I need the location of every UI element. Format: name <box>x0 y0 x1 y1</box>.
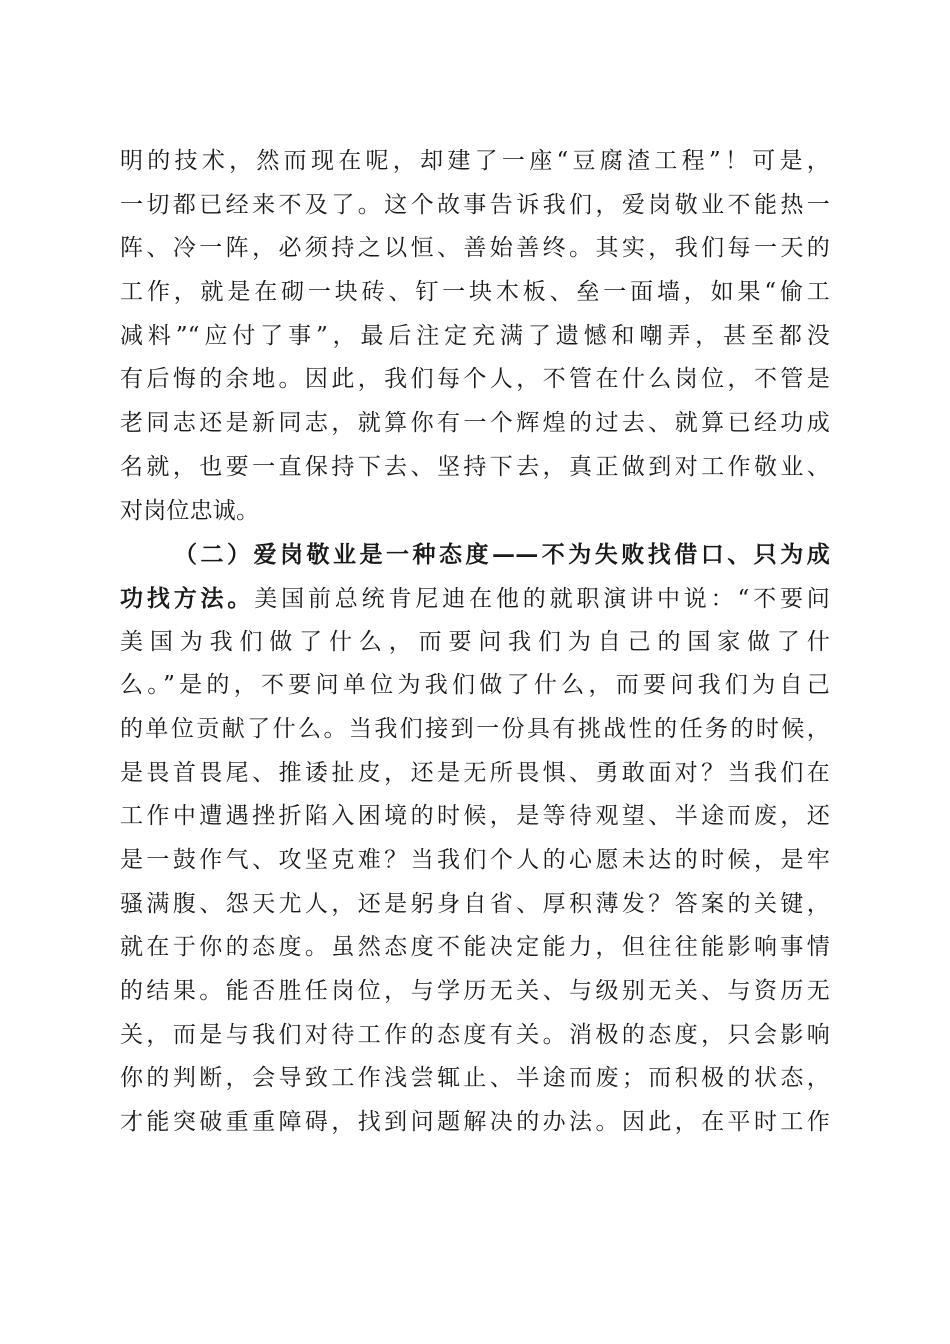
paragraph-2-line-5: 的单位贡献了什么。当我们接到一份具有挑战性的任务的时候， <box>120 715 830 742</box>
section-heading-text: （二）爱岗敬业是一种态度——不为失败找借口、只为成 <box>174 541 830 569</box>
paragraph-1-line-5: 减料”“应付了事”，最后注定充满了遗憾和嘲弄，甚至都没 <box>120 322 830 349</box>
paragraph-1-line-9: 对岗位忠诚。 <box>120 497 260 524</box>
paragraph-1-line-7: 老同志还是新同志，就算你有一个辉煌的过去、就算已经功成 <box>120 410 830 437</box>
paragraph-2-line-13: 你的判断，会导致工作浅尝辄止、半途而废；而积极的状态， <box>120 1065 830 1092</box>
paragraph-2-line-10: 就在于你的态度。虽然态度不能决定能力，但往往能影响事情 <box>120 934 830 961</box>
paragraph-2-line-7: 工作中遭遇挫折陷入困境的时候，是等待观望、半途而废，还 <box>120 803 830 830</box>
paragraph-2-line-2 <box>120 577 830 621</box>
paragraph-2-line-12: 关，而是与我们对待工作的态度有关。消极的态度，只会影响 <box>120 1021 830 1048</box>
section-heading-tail: 功找方法。 <box>120 584 255 612</box>
paragraph-2-line-11: 的结果。能否胜任岗位，与学历无关、与级别无关、与资历无 <box>120 978 830 1005</box>
paragraph-1-line-6: 有后悔的余地。因此，我们每个人，不管在什么岗位，不管是 <box>120 366 830 393</box>
paragraph-2-line-9: 骚满腹、怨天尤人，还是躬身自省、厚积薄发？答案的关键， <box>120 890 830 917</box>
paragraph-2-line-2-rest: 美国前总统肯尼迪在他的就职演讲中说：“不要问 <box>254 585 831 612</box>
paragraph-1-line-4: 工作，就是在砌一块砖、钉一块木板、垒一面墙，如果“偷工 <box>120 279 830 306</box>
paragraph-1-line-3: 阵、冷一阵，必须持之以恒、善始善终。其实，我们每一天的 <box>120 235 830 262</box>
paragraph-1-line-8: 名就，也要一直保持下去、坚持下去，真正做到对工作敬业、 <box>120 453 830 480</box>
section-heading <box>120 533 830 577</box>
paragraph-2-line-6: 是畏首畏尾、推诿扯皮，还是无所畏惧、勇敢面对？当我们在 <box>120 759 830 786</box>
paragraph-1-line-1: 明的技术，然而现在呢，却建了一座“豆腐渣工程”！可是， <box>120 148 830 174</box>
paragraph-2-line-3: 美国为我们做了什么，而要问我们为自己的国家做了什 <box>120 628 830 655</box>
paragraph-2-line-14: 才能突破重重障碍，找到问题解决的办法。因此，在平时工作 <box>120 1109 830 1136</box>
paragraph-2-line-4: 么。”是的，不要问单位为我们做了什么，而要问我们为自己 <box>120 672 830 699</box>
body-text <box>120 140 830 1145</box>
paragraph-1-line-2: 一切都已经来不及了。这个故事告诉我们，爱岗敬业不能热一 <box>120 191 830 218</box>
paragraph-2-line-8: 是一鼓作气、攻坚克难？当我们个人的心愿未达的时候，是牢 <box>120 847 830 873</box>
